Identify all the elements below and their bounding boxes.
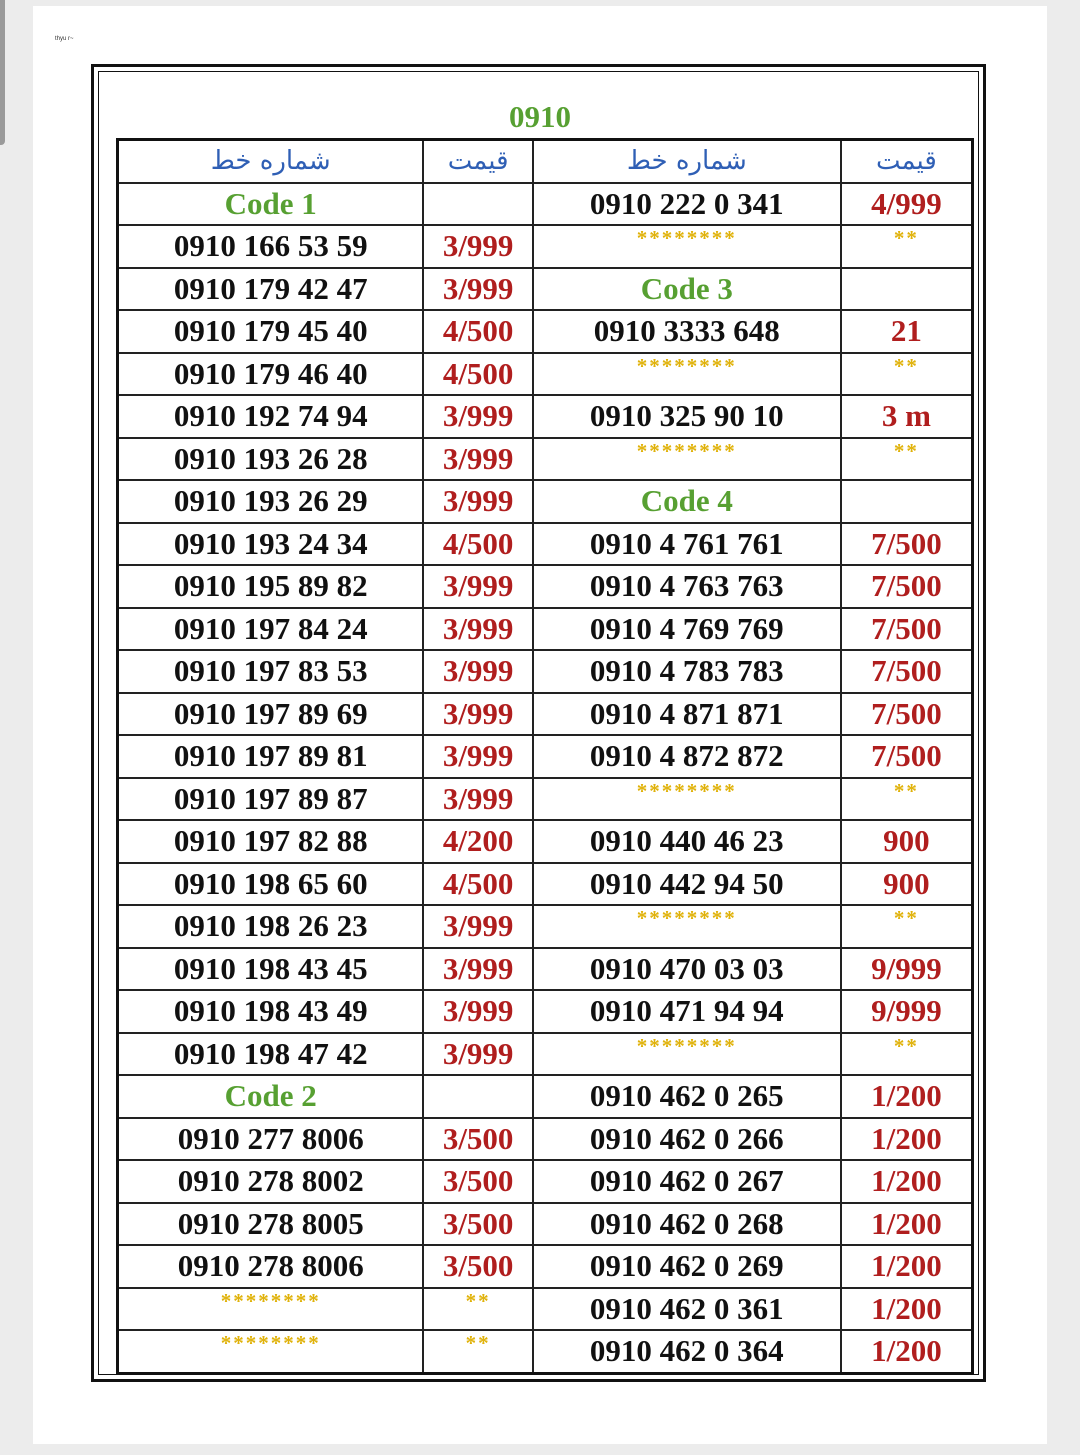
table-body [118,183,973,1374]
right-line-number: 0910 470 03 03 [533,948,841,991]
right-line-number: ******** [533,905,841,948]
table-row [118,225,973,268]
table-row [118,523,973,566]
left-line-number: 0910 278 8006 [118,1245,424,1288]
left-line-number: 0910 277 8006 [118,1118,424,1161]
table-row [118,1245,973,1288]
right-price: 1/200 [841,1330,973,1373]
right-price: 900 [841,863,973,906]
right-line-number: 0910 462 0 267 [533,1160,841,1203]
page-title: 0910 [509,99,571,134]
right-price: 9/999 [841,990,973,1033]
table-row [118,480,973,523]
right-line-number: Code 3 [533,268,841,311]
right-price: 1/200 [841,1245,973,1288]
left-price: 4/500 [423,353,532,396]
table-row [118,820,973,863]
right-line-number: ******** [533,353,841,396]
price-table [116,138,974,1375]
table-row [118,268,973,311]
left-line-number: 0910 197 82 88 [118,820,424,863]
right-line-number: 0910 4 783 783 [533,650,841,693]
left-price: 3/500 [423,1203,532,1246]
right-line-number: 0910 462 0 266 [533,1118,841,1161]
right-line-number: 0910 462 0 269 [533,1245,841,1288]
left-price: ** [423,1288,532,1331]
table-row [118,948,973,991]
right-line-number: 0910 471 94 94 [533,990,841,1033]
right-line-number: ******** [533,225,841,268]
left-price: 3/999 [423,268,532,311]
table-header-row [118,140,973,183]
left-line-number: 0910 193 26 29 [118,480,424,523]
left-line-number: 0910 179 42 47 [118,268,424,311]
right-line-number: 0910 4 761 761 [533,523,841,566]
left-price: 3/500 [423,1245,532,1288]
right-price: ** [841,905,973,948]
left-line-number: 0910 197 89 69 [118,693,424,736]
left-line-number: 0910 179 45 40 [118,310,424,353]
right-line-number: 0910 4 872 872 [533,735,841,778]
right-line-number: 0910 462 0 265 [533,1075,841,1118]
header-left-number: شماره خط [118,140,424,183]
table-row [118,778,973,821]
right-price: ** [841,778,973,821]
right-line-number: ******** [533,438,841,481]
left-line-number: 0910 192 74 94 [118,395,424,438]
table-row [118,1330,973,1373]
right-price: 21 [841,310,973,353]
right-line-number: 0910 325 90 10 [533,395,841,438]
right-price: ** [841,225,973,268]
left-price: 3/999 [423,608,532,651]
left-price: 4/500 [423,310,532,353]
left-line-number: 0910 195 89 82 [118,565,424,608]
left-line-number: 0910 193 24 34 [118,523,424,566]
table-row [118,1203,973,1246]
left-price: 4/500 [423,523,532,566]
right-line-number: 0910 462 0 364 [533,1330,841,1373]
left-price: 3/999 [423,735,532,778]
right-price: 900 [841,820,973,863]
table-row [118,1033,973,1076]
table-row [118,438,973,481]
right-price: 1/200 [841,1203,973,1246]
left-line-number: 0910 198 43 45 [118,948,424,991]
right-price: ** [841,1033,973,1076]
left-line-number: 0910 197 84 24 [118,608,424,651]
table-row [118,990,973,1033]
left-price: 4/500 [423,863,532,906]
left-line-number: Code 2 [118,1075,424,1118]
header-right-number: شماره خط [533,140,841,183]
left-line-number: 0910 166 53 59 [118,225,424,268]
table-row [118,565,973,608]
left-price: 3/999 [423,225,532,268]
left-price: 4/200 [423,820,532,863]
right-price: ** [841,353,973,396]
right-price: 1/200 [841,1160,973,1203]
table-row [118,395,973,438]
header-small-text: thyu r~ [55,36,74,42]
left-line-number: 0910 179 46 40 [118,353,424,396]
right-line-number: 0910 4 871 871 [533,693,841,736]
left-line-number: 0910 197 89 81 [118,735,424,778]
right-line-number: 0910 462 0 268 [533,1203,841,1246]
right-price: 7/500 [841,693,973,736]
left-price: 3/999 [423,1033,532,1076]
right-price: 7/500 [841,565,973,608]
left-price: 3/999 [423,650,532,693]
table-row [118,1288,973,1331]
right-price: 7/500 [841,650,973,693]
left-price: 3/999 [423,395,532,438]
right-price: 4/999 [841,183,973,226]
left-price: 3/500 [423,1118,532,1161]
table-row [118,1118,973,1161]
right-price: 7/500 [841,523,973,566]
right-price: 7/500 [841,608,973,651]
left-price: 3/999 [423,565,532,608]
right-line-number: 0910 4 763 763 [533,565,841,608]
left-line-number: 0910 197 83 53 [118,650,424,693]
right-line-number: ******** [533,1033,841,1076]
left-price: ** [423,1330,532,1373]
right-price [841,268,973,311]
right-price: 1/200 [841,1118,973,1161]
right-price: 1/200 [841,1288,973,1331]
left-price: 3/999 [423,778,532,821]
left-price [423,183,532,226]
left-line-number: Code 1 [118,183,424,226]
right-line-number: Code 4 [533,480,841,523]
header-right-price: قيمت [841,140,973,183]
right-price: 1/200 [841,1075,973,1118]
header-left-price: قيمت [423,140,532,183]
left-price: 3/999 [423,693,532,736]
left-line-number: 0910 198 65 60 [118,863,424,906]
left-price: 3/999 [423,480,532,523]
left-price [423,1075,532,1118]
table-row [118,650,973,693]
table-row [118,863,973,906]
right-line-number: 0910 440 46 23 [533,820,841,863]
right-line-number: 0910 4 769 769 [533,608,841,651]
table-row [118,1160,973,1203]
left-line-number: ******** [118,1288,424,1331]
left-price: 3/999 [423,905,532,948]
right-price: ** [841,438,973,481]
right-line-number: ******** [533,778,841,821]
left-price: 3/999 [423,990,532,1033]
left-line-number: 0910 278 8005 [118,1203,424,1246]
left-line-number: 0910 198 43 49 [118,990,424,1033]
table-row [118,608,973,651]
right-line-number: 0910 462 0 361 [533,1288,841,1331]
left-line-number: 0910 197 89 87 [118,778,424,821]
right-price: 9/999 [841,948,973,991]
left-line-number: ******** [118,1330,424,1373]
table-row [118,353,973,396]
left-price: 3/999 [423,948,532,991]
left-line-number: 0910 198 47 42 [118,1033,424,1076]
left-price: 3/500 [423,1160,532,1203]
table-row [118,310,973,353]
left-line-number: 0910 278 8002 [118,1160,424,1203]
table-row [118,735,973,778]
right-price [841,480,973,523]
table-row [118,1075,973,1118]
left-line-number: 0910 198 26 23 [118,905,424,948]
left-price: 3/999 [423,438,532,481]
table-row [118,905,973,948]
right-line-number: 0910 3333 648 [533,310,841,353]
left-line-number: 0910 193 26 28 [118,438,424,481]
right-line-number: 0910 442 94 50 [533,863,841,906]
right-price: 3 m [841,395,973,438]
right-price: 7/500 [841,735,973,778]
table-row [118,183,973,226]
right-line-number: 0910 222 0 341 [533,183,841,226]
table-row [118,693,973,736]
